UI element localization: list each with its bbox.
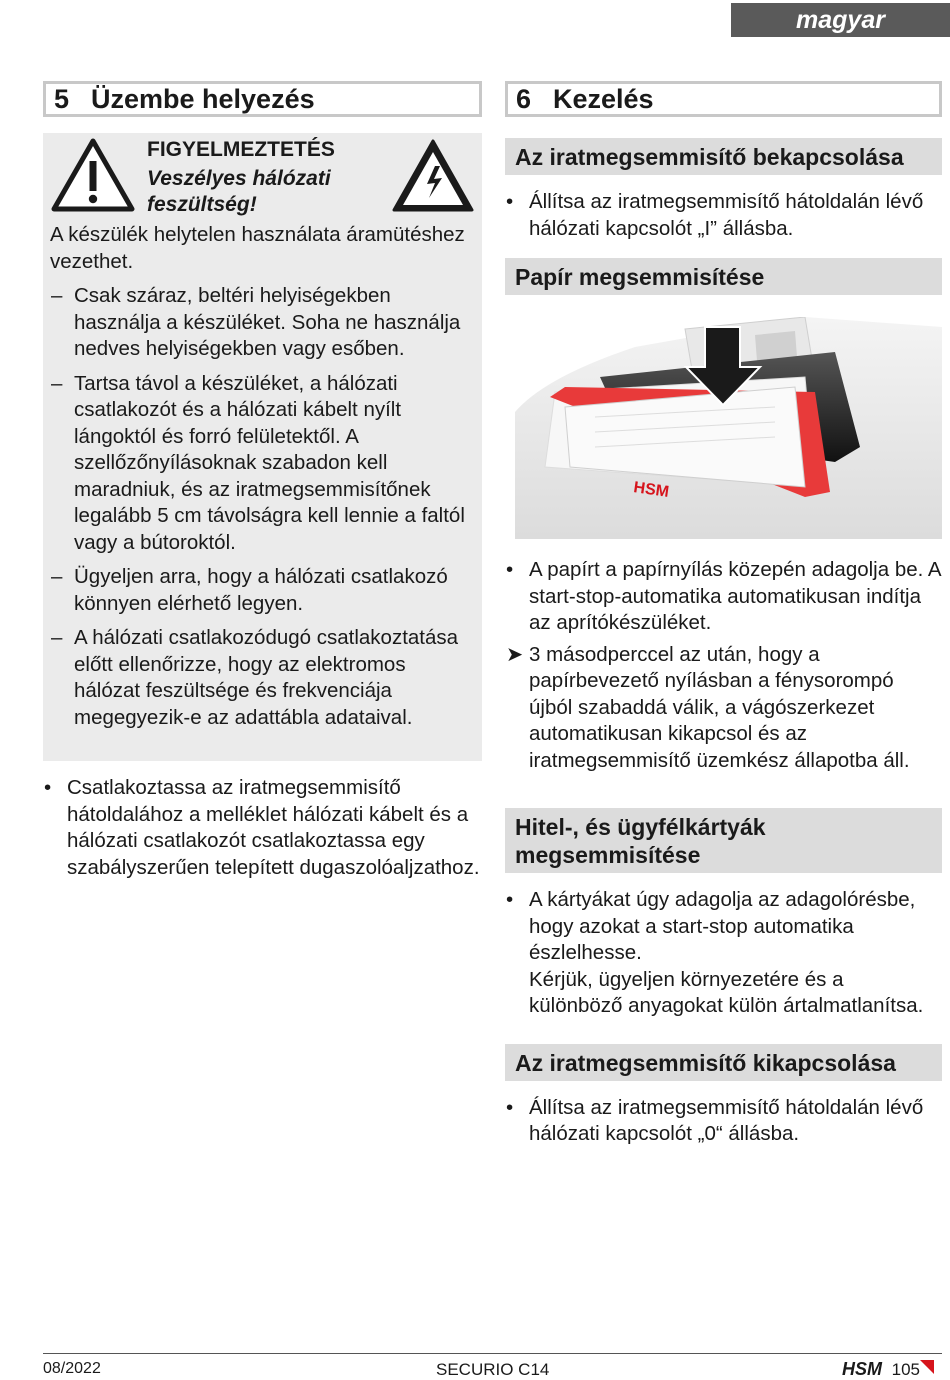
section-heading-installation bbox=[43, 81, 482, 117]
footer-date: 08/2022 bbox=[43, 1360, 101, 1377]
instruction-bullet: • A papírt a papírnyílás közepén adagolja be. A start-stop-automatika automatikusan indítja az aprítókészüléket. bbox=[506, 558, 941, 634]
footer-model: SECURIO C14 bbox=[436, 1360, 550, 1379]
section-title: Üzembe helyezés bbox=[91, 84, 315, 114]
instruction-text: A kártyákat úgy adagolja az adagolórésbe, hogy azokat a start-stop automatika észlelhesse. bbox=[529, 888, 916, 964]
page-corner-triangle-icon bbox=[920, 1360, 934, 1374]
warning-list-item: – Tartsa távol a készüléket, a hálózati csatlakozót és a hálózati kábelt nyílt lángoktól és forró felületektől. A szellőzőnyílásoknak szabadon kell maradniuk, és az iratmegsemmisítőnek legalább 5 cm távolságra kell lennie a faltól vagy a bútoroktól. bbox=[51, 371, 465, 554]
warning-triangle-icon bbox=[51, 137, 135, 213]
footer-brand-logo: HSM bbox=[842, 1359, 882, 1379]
warning-subtitle bbox=[147, 166, 331, 218]
warning-list-item: – Csak száraz, beltéri helyiségekben használja a készüléket. Soha ne használja nedves helyiségekben vagy esőben. bbox=[51, 284, 461, 360]
instruction-text: Állítsa az iratmegsemmisítő hátoldalán lévő hálózati kapcsolót „0“ állásba. bbox=[529, 1095, 924, 1145]
section-number: 6 bbox=[516, 84, 532, 114]
warning-item-text: Tartsa távol a készüléket, a hálózati csatlakozót és a hálózati kábelt nyílt lángoktól és forró felületektől. A szellőzőnyílásoknak szabadon kell maradniuk, és az iratmegsemmisítőnek legalább 5 cm távolságra kell lennie a faltól vagy a bútoroktól. bbox=[74, 371, 465, 554]
footer-page-number: 105 bbox=[891, 1360, 920, 1379]
right-column bbox=[505, 81, 942, 1148]
instruction-bullet: • A kártyákat úgy adagolja az adagolórésbe, hogy azokat a start-stop automatika észlelhesse. Kérjük, ügyeljen környezetére és a különböző anyagokat külön ártalmatlanítsa. bbox=[505, 887, 942, 1020]
warning-list-item: – A hálózati csatlakozódugó csatlakoztatása előtt ellenőrizze, hogy az elektromos hálózat feszültsége és frekvenciája megegyezik-e az adattábla adataival. bbox=[51, 626, 459, 729]
subheading-cards: Hitel-, és ügyfélkártyák megsemmisítése bbox=[505, 808, 942, 873]
section-number: 5 bbox=[54, 84, 70, 114]
warning-list-item: – Ügyeljen arra, hogy a hálózati csatlakozó könnyen elérhető legyen. bbox=[51, 565, 448, 615]
page-footer bbox=[43, 1353, 942, 1379]
warning-item-text: Csak száraz, beltéri helyiségekben használja a készüléket. Soha ne használja nedves helyiségekben vagy esőben. bbox=[74, 284, 461, 360]
instruction-note: Kérjük, ügyeljen környezetére és a különböző anyagokat külön ártalmatlanítsa. bbox=[529, 967, 924, 1017]
language-tab: magyar bbox=[731, 3, 950, 37]
shredder-illustration bbox=[505, 317, 942, 539]
warning-subtitle-line-1: Veszélyes hálózati bbox=[147, 167, 331, 190]
subheading-switch-off: Az iratmegsemmisítő kikapcsolása bbox=[505, 1044, 942, 1081]
instruction-bullet: • Állítsa az iratmegsemmisítő hátoldalán lévő hálózati kapcsolót „I” állásba. bbox=[506, 190, 924, 240]
instruction-text: Állítsa az iratmegsemmisítő hátoldalán lévő hálózati kapcsolót „I” állásba. bbox=[529, 190, 924, 240]
result-text: 3 másodperccel az után, hogy a papírbevezető nyílásban a fénysorompó újból szabaddá válik, a vágószerkezet automatikusan kikapcsol és az iratmegsemmisítő üzemkész állapotba áll. bbox=[529, 642, 910, 772]
warning-body bbox=[50, 222, 475, 731]
high-voltage-icon bbox=[391, 138, 475, 214]
photo-brand-label: HSM bbox=[632, 479, 671, 501]
warning-subtitle-line-2: feszültség! bbox=[147, 193, 257, 216]
instruction-bullet: • Csatlakoztassa az iratmegsemmisítő hátoldalához a melléklet hálózati kábelt és a hálózati csatlakozót csatlakoztassa egy szabályszerűen telepített dugaszolóaljzathoz. bbox=[44, 776, 480, 879]
result-item bbox=[505, 642, 942, 775]
warning-intro: A készülék helytelen használata áramütéshez vezethet. bbox=[50, 223, 465, 273]
subheading-switch-on: Az iratmegsemmisítő bekapcsolása bbox=[505, 138, 942, 175]
arrow-right-icon: ➤ bbox=[506, 642, 524, 666]
instruction-text: Csatlakoztassa az iratmegsemmisítő hátoldalához a melléklet hálózati kábelt és a hálózati csatlakozót csatlakoztassa egy szabályszerűen telepített dugaszolóaljzathoz. bbox=[67, 776, 480, 879]
warning-item-text: Ügyeljen arra, hogy a hálózati csatlakozó könnyen elérhető legyen. bbox=[74, 565, 448, 615]
warning-item-text: A hálózati csatlakozódugó csatlakoztatása előtt ellenőrizze, hogy az elektromos hálózat feszültsége és frekvenciája megegyezik-e az adattábla adataival. bbox=[74, 626, 459, 729]
warning-box bbox=[43, 133, 482, 761]
subheading-shred-paper: Papír megsemmisítése bbox=[505, 258, 942, 295]
instruction-text: A papírt a papírnyílás közepén adagolja be. A start-stop-automatika automatikusan indítja az aprítókészüléket. bbox=[529, 558, 941, 634]
warning-title: FIGYELMEZTETÉS bbox=[147, 138, 335, 161]
section-heading-operation bbox=[505, 81, 942, 117]
section-title: Kezelés bbox=[553, 84, 654, 114]
instruction-bullet: • Állítsa az iratmegsemmisítő hátoldalán lévő hálózati kapcsolót „0“ állásba. bbox=[506, 1095, 924, 1145]
shredder-feeding-photo bbox=[505, 317, 942, 539]
left-column bbox=[43, 81, 482, 881]
